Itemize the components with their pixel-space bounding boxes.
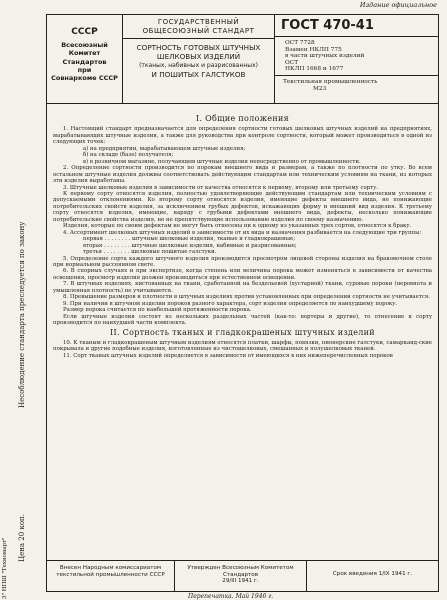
state-standard-banner — [123, 15, 274, 36]
paragraph: 6. В спорных случаях и при экспертизе, когда степень или величина порока может изменяться в зависимости от качества освещения, просмотр изделия должен производиться при естественном освещении. — [53, 268, 432, 281]
paragraph: 10. К тканым и гладкокрашеным штучным изделиям относятся платки, шарфы, повязки, пионерские галстуки, самарканд-ские покрывала и другие подобные изделия, изготовленные из чистошелковых, смешанных и полушелковых тканей. — [53, 339, 432, 353]
paragraph: в) в розничном магазине, получающем штучные изделия непосредственно от промышленности. — [83, 158, 361, 165]
approved-by — [175, 561, 307, 591]
gost-column — [275, 15, 438, 103]
paragraph: 9. При наличии в штучном изделии пороков разного характера, сорт изделия определяется по наихудшему пороку. — [63, 300, 398, 307]
ref-line: НКЛП 1668 и 1677 — [285, 66, 344, 73]
price: Цена 20 коп. — [18, 514, 26, 562]
paragraph: вторая . . . . . . . . штучные шелковые изделия, набивные и разрисованные; — [83, 242, 297, 249]
ref-line: ОСТ — [285, 59, 299, 66]
law-warning: Несоблюдение стандарта преследуется по закону — [18, 221, 26, 408]
ref-line: ОСТ 7728 — [285, 40, 315, 46]
effective-date: Срок введения 1/IX 1941 г. — [332, 571, 413, 577]
paragraph: третья . . . . . . . . шелковые пошитые галстуки. — [83, 249, 217, 256]
title-line: (тканых, набивных и разрисованных) — [139, 62, 258, 69]
paragraph: Если штучные изделия состоят из нескольких раздельных частей (как-то: вортеры и другие), то отнесение к сорту производится по наихудшей части комплекта. — [53, 313, 432, 327]
ref-line: Взамен НКЛП 775 — [285, 46, 342, 53]
paragraph: 4. Ассортимент шелковых штучных изделий в зависимости от их вида и назначения разбивается на следующие три группы: — [63, 229, 422, 236]
document-title — [123, 38, 274, 79]
document-body — [53, 113, 432, 359]
replaces-block — [275, 37, 438, 76]
paragraph: 1. Настоящий стандарт предназначается для определения сортности готовых шелковых штучных изделий на предприятиях, вырабатывающих штучные изделия, а также для руководства при контроле сортности, который может производиться в одной из следующих точек: — [53, 126, 432, 146]
official-edition-note: Издание официальное — [359, 1, 437, 9]
org-line: при — [77, 65, 92, 74]
section-heading: II. Сортность тканых и гладкокрашеных штучных изделий — [110, 327, 375, 337]
org-name — [47, 41, 122, 82]
header-block — [47, 15, 438, 104]
title-line: И ПОШИТЫХ ГАЛСТУКОВ — [151, 70, 246, 79]
org-column — [47, 15, 123, 103]
classification-group — [275, 76, 438, 93]
paragraph: Размер порока считается по наибольшей протяженности порока. — [63, 307, 252, 314]
paragraph: К первому сорту относятся изделия, полностью удовлетворяющие действующим стандартам или техническим условиям с допускаемыми отклонениями. Ко второму сорту относятся изделия, имеющие дефекты внешнего вида, не понижающие потребительских свойств изделия, за исключением грубых дефектов, искажающих форму и внешний вид изделия. К третьему сорту относятся изделия, имеющие, наряду с грубыми дефектами внешнего вида, дефекты, несколько понижающие потребительские свойства изделия, но не препятствующие использованию изделия по своему назначению. — [53, 190, 432, 223]
footer-block — [47, 560, 438, 591]
paragraph: первая . . . . . . . . штучные шелковые изделия, тканые и гладкокрашеные; — [83, 236, 296, 243]
ref-line: в части штучных изделий — [285, 53, 365, 60]
title-column — [123, 15, 275, 103]
document-frame — [46, 14, 439, 592]
banner-line: ОБЩЕСОЮЗНЫЙ СТАНДАРТ — [142, 27, 255, 35]
gost-number: ГОСТ 470-41 — [275, 15, 438, 37]
title-line: СОРТНОСТЬ ГОТОВЫХ ШТУЧНЫХ — [136, 43, 261, 52]
approved-line: Утвержден Всесоюзным Комитетом Стандартов — [187, 565, 294, 578]
paragraph: 5. Определение сорта каждого штучного изделия производится просмотром лицевой стороны изделия на браковочном столе при нормальном рассеянном свете. — [53, 255, 432, 268]
paragraph: 8. Превышение размеров и плотности в штучных изделиях против установленных при определении сортности не учитывается. — [63, 294, 430, 301]
group-code: М23 — [313, 85, 327, 92]
paragraph: 11. Сорт тканых штучных изделий определяется в зависимости от имеющихся в них нижеперечисленных пороков — [63, 352, 393, 359]
country: СССР — [71, 27, 98, 37]
paragraph: б) на складе (базе) получателя; — [83, 152, 174, 159]
org-line: Совнаркоме СССР — [51, 74, 118, 83]
paragraph: 2. Определение сортности производится по порокам внешнего вида и размерам, а также по плотности по утку. Во всем остальном штучные изделия должны соответствовать действующим стандартам или техническим условиям на ткани, из которых эти изделия выработаны. — [53, 165, 432, 185]
group-line: Текстильная промышленность — [283, 78, 378, 85]
side-margin — [0, 14, 46, 599]
section-heading: I. Общие положения — [196, 114, 289, 123]
paragraph: а) на предприятии, вырабатывающем штучные изделия; — [83, 145, 246, 152]
approved-date: 29/III 1941 г. — [222, 578, 259, 584]
printer-mark: 3" НПШ "Техномарт" — [2, 537, 8, 599]
org-line: Комитет Стандартов — [62, 49, 107, 66]
paragraph: 3. Штучные шелковые изделия в зависимости от качества относятся к первому, второму или третьему сорту. — [63, 184, 379, 191]
org-line: Всесоюзный — [61, 41, 108, 49]
paragraph: 7. В штучных изделиях, кистованных на ткани, сработанной на бездельевой (хустарной) ткани, суровые пороки (неровнота и умышленная плотность) не учитываются. — [53, 281, 432, 294]
paragraph: Изделия, которые по своим дефектам не могут быть отнесены ни к одному из указанных трех сортов, относятся к браку. — [63, 223, 412, 230]
title-line: ШЕЛКОВЫХ ИЗДЕЛИЙ — [156, 52, 241, 61]
introduced-by: Внесен Народным комиссариатом текстильной промышленности СССР — [47, 561, 175, 591]
banner-line: ГОСУДАРСТВЕННЫЙ — [157, 18, 240, 26]
reprint-note: Перепечатка. Май 1946 г. — [188, 593, 274, 600]
